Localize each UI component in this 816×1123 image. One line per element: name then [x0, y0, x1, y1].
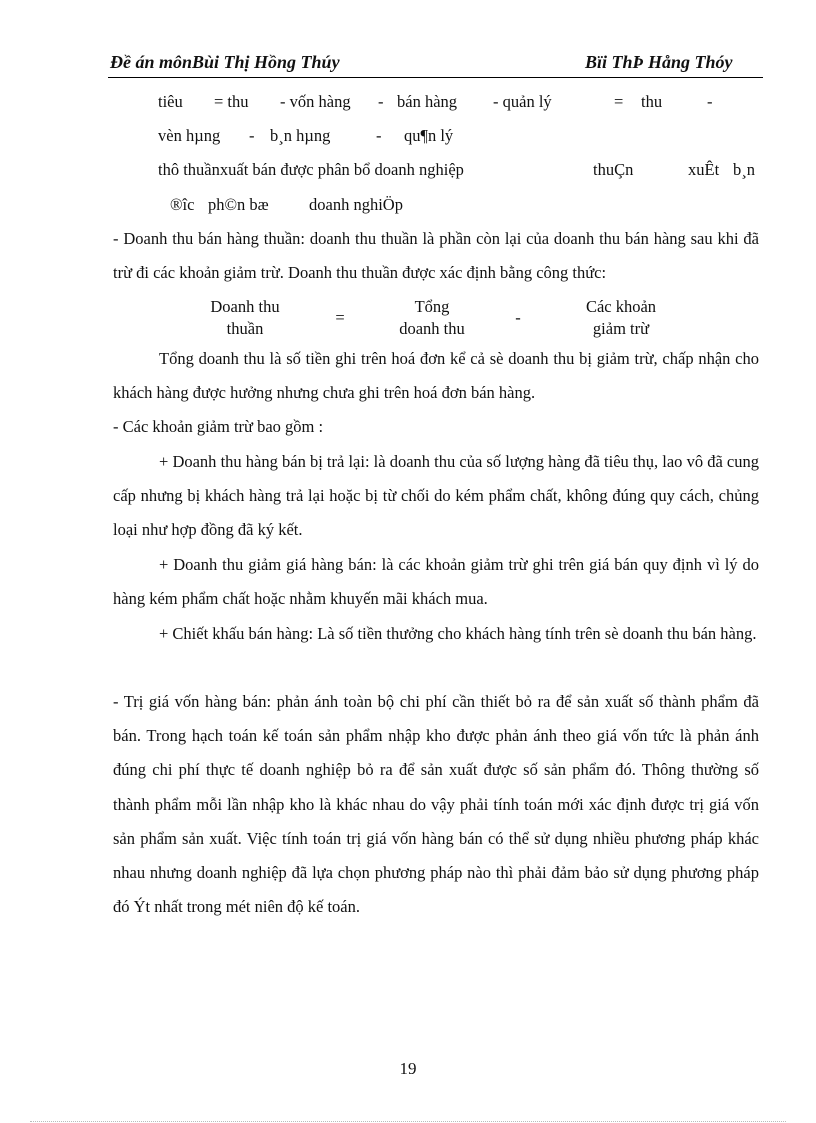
formula-term2 — [566, 296, 676, 340]
paragraph-deductions-heading: - Các khoản giảm trừ bao gồm : — [113, 417, 324, 436]
fragment-text: b¸n — [733, 160, 755, 179]
fragment-text: - — [378, 92, 384, 111]
formula-equals: = — [335, 308, 345, 327]
fragment-text: thu — [641, 92, 663, 111]
page-bottom-dotted-line — [30, 1121, 786, 1122]
fragment-text: bán hàng — [397, 92, 458, 111]
fragment-text: = — [614, 92, 624, 111]
header-author-right: Bïi ThÞ Hång Thóy — [585, 52, 733, 72]
fragment-text: - vốn hàng — [280, 92, 351, 111]
paragraph-price-reduction: + Doanh thu giảm giá hàng bán: là các khoản giảm trừ ghi trên giá bán quy định vì lý do hàng kém phẩm chất hoặc nhằm khuyến mãi khách mua. — [113, 555, 759, 609]
fragment-text: ph©n bæ — [208, 195, 269, 214]
formula-lhs-line1: Doanh thu — [210, 297, 280, 316]
formula-term2-line1: Các khoản — [585, 297, 657, 316]
fragment-text: thô thuầnxuất bán được phân bổ doanh nghiệp — [158, 160, 464, 179]
formula-term1-line1: Tổng — [414, 297, 450, 316]
page-number: 19 — [399, 1059, 417, 1078]
paragraph-cost-of-goods: - Trị giá vốn hàng bán: phản ánh toàn bộ chi phí cần thiết bỏ ra để sản xuất số thành phẩm đã bán. Trong hạch toán kế toán sản phẩm nhập kho được phản ánh theo giá vốn tức là phản ánh đúng chi phí thực tế doanh nghiệp bỏ ra để sản xuất được số sản phẩm đó. Thông thường số thành phẩm mỗi lần nhập kho là khác nhau do vậy phải tính toán mới xác định được trị giá vốn sản phẩm sản xuất. Việc tính toán trị giá vốn hàng bán có thể sử dụng nhiều phương pháp khác nhau nhưng doanh nghiệp đã lựa chọn phương pháp nào thì phải đảm bảo sử dụng phương pháp đó Ýt nhất trong mét niên độ kế toán. — [113, 692, 759, 917]
fragment-text: ®îc — [170, 195, 195, 214]
fragment-text: vèn hµng — [158, 126, 221, 145]
fragment-text: - — [707, 92, 713, 111]
formula-term1 — [382, 296, 482, 340]
fragment-text: = thu — [214, 92, 249, 111]
fragment-text: b¸n hµng — [270, 126, 331, 145]
fragment-text: thuÇn — [593, 160, 634, 179]
formula-lhs-line2: thuần — [226, 319, 264, 338]
fragment-text: tiêu — [158, 92, 183, 111]
formula-minus: - — [515, 308, 521, 327]
fragment-text: xuÊt — [688, 160, 720, 179]
formula-term1-line2: doanh thu — [399, 319, 465, 338]
fragment-text: doanh nghiÖp — [309, 195, 403, 214]
header-title-left: Đề án mônBùi Thị Hồng Thúy — [110, 52, 340, 72]
header-divider — [108, 77, 763, 78]
formula-term2-line2: giảm trừ — [592, 319, 650, 338]
paragraph-sales-discount: + Chiết khấu bán hàng: Là số tiền thưởng cho khách hàng tính trên sè doanh thu bán hàng. — [159, 624, 757, 643]
fragment-text: - — [249, 126, 255, 145]
fragment-text: - — [376, 126, 382, 145]
paragraph-total-revenue: Tổng doanh thu là số tiền ghi trên hoá đơn kể cả sè doanh thu bị giảm trừ, chấp nhận cho khách hàng được hưởng nhưng chưa ghi trên hoá đơn bán hàng. — [113, 349, 759, 403]
fragment-text: - quản lý — [493, 92, 552, 111]
paragraph-net-revenue: - Doanh thu bán hàng thuần: doanh thu thuần là phần còn lại của doanh thu bán hàng sau khi đã trừ đi các khoản giảm trừ. Doanh thu thuần được xác định bằng công thức: — [113, 229, 759, 283]
formula-lhs — [190, 296, 300, 340]
fragment-text: qu¶n lý — [404, 126, 454, 145]
paragraph-returned-goods: + Doanh thu hàng bán bị trả lại: là doanh thu của số lượng hàng đã tiêu thụ, lao vô đã cung cấp nhưng bị khách hàng trả lại hoặc bị từ chối do kém phẩm chất, không đúng quy cách, chủng loại như hợp đồng đã ký kết. — [113, 452, 759, 540]
